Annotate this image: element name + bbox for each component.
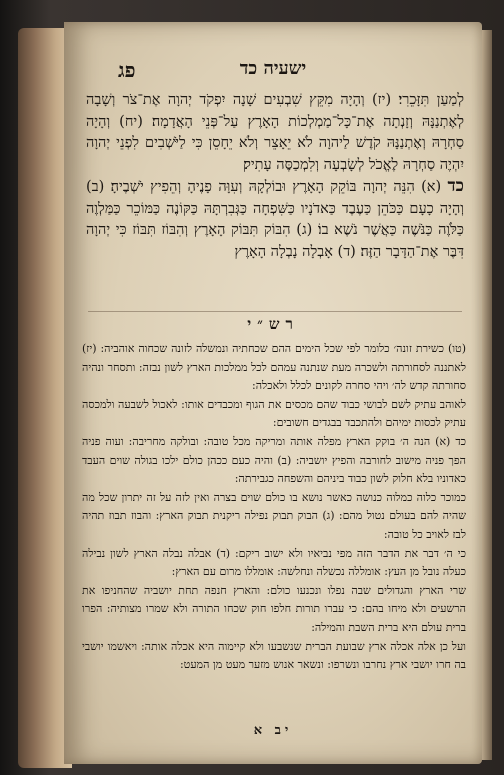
commentary-paragraph: כד (א) הנה ה׳ בוקק הארץ מפלה אותה ומריקה מכל טובה: ובולקה מחריבה: ועוה פניה הפך פניה מישוב לחורבה והפיץ יושביה: (ב) והיה כעם ככהן כולם ילכו בגולה שוים העבד כאדוניו בלא חלוק לשון כבוד ביניהם והשפחה כגבירתה: <box>82 434 466 486</box>
scripture-paragraph-body: (א) הִנֵּה יְהוָה בּוֹקֵק הָאָרֶץ וּבוֹלְקָהּ וְעִוָּה פָנֶיהָ וְהֵפִיץ יֹשְׁבֶיהָ׃ (ב) וְהָיָה כָעָם כַּכֹּהֵן כַּעֶבֶד כַּאדֹנָיו כַּשִּׁפְחָה כַּגְּבִרְתָּהּ כַּקּוֹנֶה כַּמּוֹכֵר כַּמַּלְוֶה כַּלֹּוֶה כַּנֹּשֶׁה כַּאֲשֶׁר נֹשֶׁא בוֹ׃ (ג) הִבּוֹק תִּבּוֹק הָאָרֶץ וְהִבּוֹז תִּבּוֹז כִּי יְהוָה דִּבֶּר אֶת־הַדָּבָר הַזֶּה׃ (ד) אָבְלָה נָבְלָה הָאָרֶץ <box>86 179 464 260</box>
commentary-paragraph: (טו) כשירת זונה׳ כלומר לפי שכל הימים ההם שכחתיה ונמשלה לזונה שכחוה אוהביה: (יז) לאתננה לסחורתה ולשכרה מעת שנתנה עמהם לכל ממלכות הארץ לשון נבזה: ותסחר ונהיה סחורתה קדש לה׳ ויהי סחרה לקונים לכלל ולאכלה: <box>82 342 466 393</box>
commentary-text <box>82 340 466 675</box>
page-edge <box>482 30 492 760</box>
commentary-paragraph: ועל כן אלה אכלה ארץ שבועת הברית שנשבעו ולא קיימוה היא אכלה אותה: ויאשמו יושבי בה חרו יושבי ארץ נחרבו ונשרפו: ונשאר אנוש מזער מעט מן המעט: <box>82 639 466 672</box>
commentary-paragraph: כי ה׳ דבר את הדבר הזה מפי נביאיו ולא ישוב ריקם: (ד) אבלה נבלה הארץ לשון נבילה כעלה נובל מן העץ: אומללה נכשלה ונחלשה: אומללו מרום עם הארץ: <box>82 546 466 579</box>
running-head-title: ישעיה כד <box>239 58 307 79</box>
chapter-label: כד <box>447 176 464 196</box>
page-number: פג <box>118 58 136 82</box>
commentary-paragraph: לאוהב עתיק לשם לבושי כבוד שהם מכסים את הגוף ומכבדים אותו: לאכול לשבעה ולמכסה עתיק לכסות ימיהם ולהתכבד בבגדים חשובים: <box>82 397 466 430</box>
commentary-paragraph: שרי הארץ והגדולים שבה נפלו ונכנעו כולם: והארץ חנפה תחת יושביה שהחניפו את הרשעים ולא מיחו בהם: כי עברו תורות חלפו חוק שכחו התורה ולא שמרו מצותיה: הפרו ברית עולם היא ברית השבת והמילה: <box>82 583 466 634</box>
book-page <box>64 22 482 764</box>
running-head <box>64 58 482 82</box>
commentary-heading: רש״י <box>247 315 299 333</box>
scripture-paragraph: לְמַעַן תִּזָּכֵרִי׃ (יז) וְהָיָה מִקֵּץ שִׁבְעִים שָׁנָה יִפְקֹד יְהוָה אֶת־צֹר וְשָׁבָה לְאֶתְנַנָּהּ וְזָנְתָה אֶת־כָּל־מַמְלְכוֹת הָאָרֶץ עַל־פְּנֵי הָאֲדָמָה׃ (יח) וְהָיָה סַחְרָהּ וְאֶתְנַנָּהּ קֹדֶשׁ לַיהוָה לֹא יֵאָצֵר וְלֹא יֵחָסֵן כִּי לַיֹּשְׁבִים לִפְנֵי יְהוָה יִהְיֶה סַחְרָהּ לֶאֱכֹל לְשָׂבְעָה וְלִמְכַסֶּה עָתִיק׃ <box>86 92 464 173</box>
scripture-paragraph <box>86 176 464 263</box>
signature-mark: יב א <box>253 723 293 738</box>
divider <box>88 311 462 312</box>
scripture-text <box>86 90 464 263</box>
commentary-paragraph: כמוכר כלוה כמלוה כנושה כאשר נושא בו כולם שוים בצרה ואין לזה על זה יתרון שכל מה שהיה להם בעולם נטול מהם: (ג) הבוק תבוק נפילה ריקנית תבוק הארץ: והבוז תבוז תהיה לבז לאויב כל טובה: <box>82 490 466 541</box>
